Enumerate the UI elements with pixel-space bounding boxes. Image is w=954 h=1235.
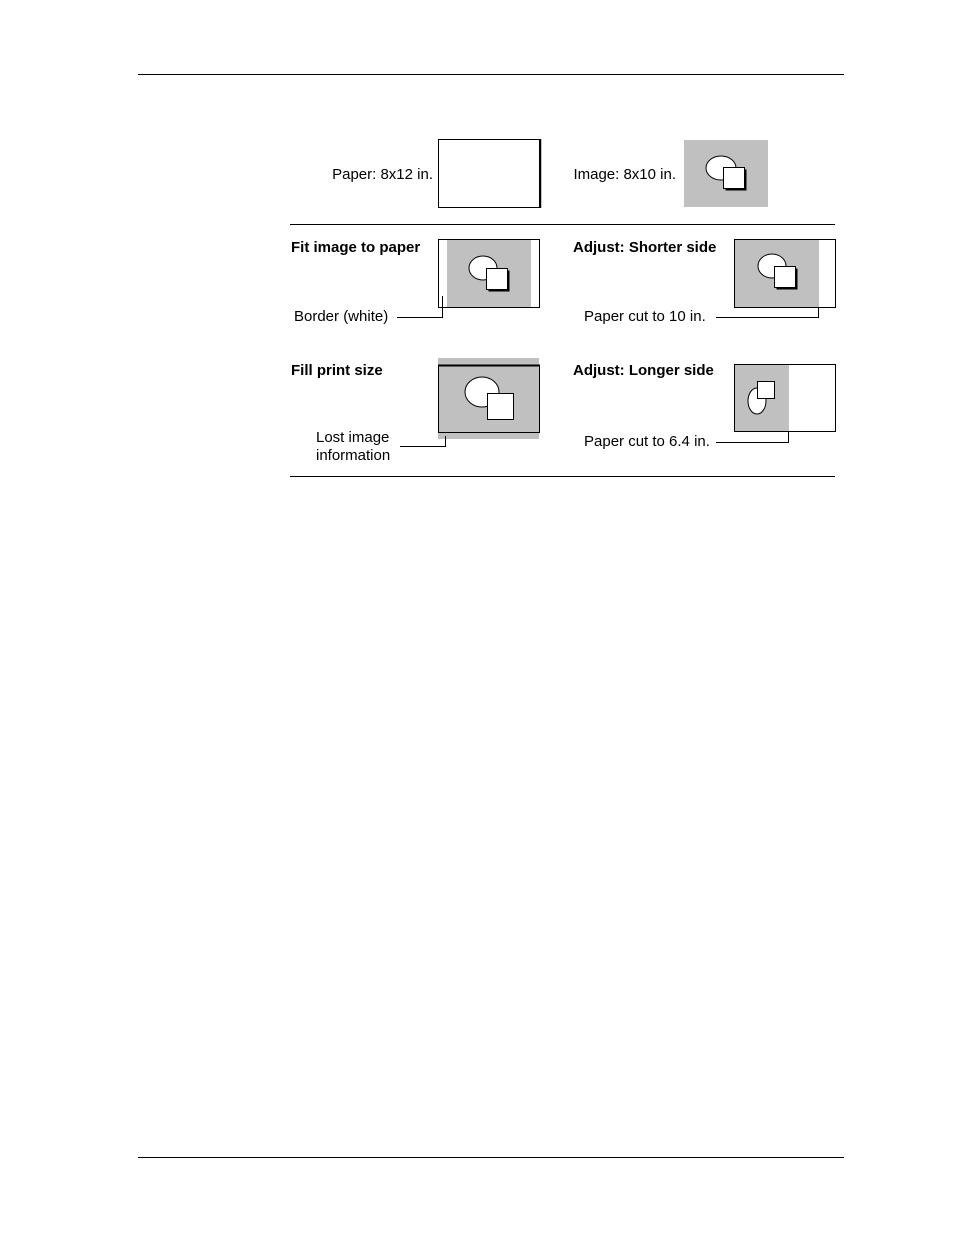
image-size-label: Image: 8x10 in.: [573, 166, 676, 183]
border-white-leader-line: [397, 296, 443, 318]
fit-image-to-paper-diagram: [439, 240, 540, 308]
print-size-options-diagram: [0, 0, 954, 500]
paper-size-label: Paper: 8x12 in.: [332, 166, 433, 183]
adjust-longer-side-title: Adjust: Longer side: [573, 362, 714, 379]
lost-image-callout-line2: information: [316, 447, 391, 464]
fill-print-size-title: Fill print size: [291, 362, 383, 379]
paper-cut-10-callout: Paper cut to 10 in.: [584, 308, 706, 325]
lost-image-callout-line1: Lost image: [316, 429, 390, 446]
paper-cut-6-4-callout: Paper cut to 6.4 in.: [584, 433, 710, 450]
paper-cut-10-leader-line: [716, 307, 819, 318]
fit-image-to-paper-title: Fit image to paper: [291, 239, 421, 256]
paper-cut-6-4-leader-line: [716, 431, 789, 443]
border-white-callout: Border (white): [294, 308, 389, 325]
image-picture-icon: [684, 140, 768, 207]
paper-sheet-icon: [439, 139, 541, 208]
adjust-shorter-side-title: Adjust: Shorter side: [573, 239, 717, 256]
adjust-shorter-side-diagram: [735, 240, 836, 308]
adjust-longer-side-diagram: [735, 365, 836, 432]
fill-print-size-diagram: [438, 358, 540, 439]
footer-rule: [138, 1157, 844, 1158]
